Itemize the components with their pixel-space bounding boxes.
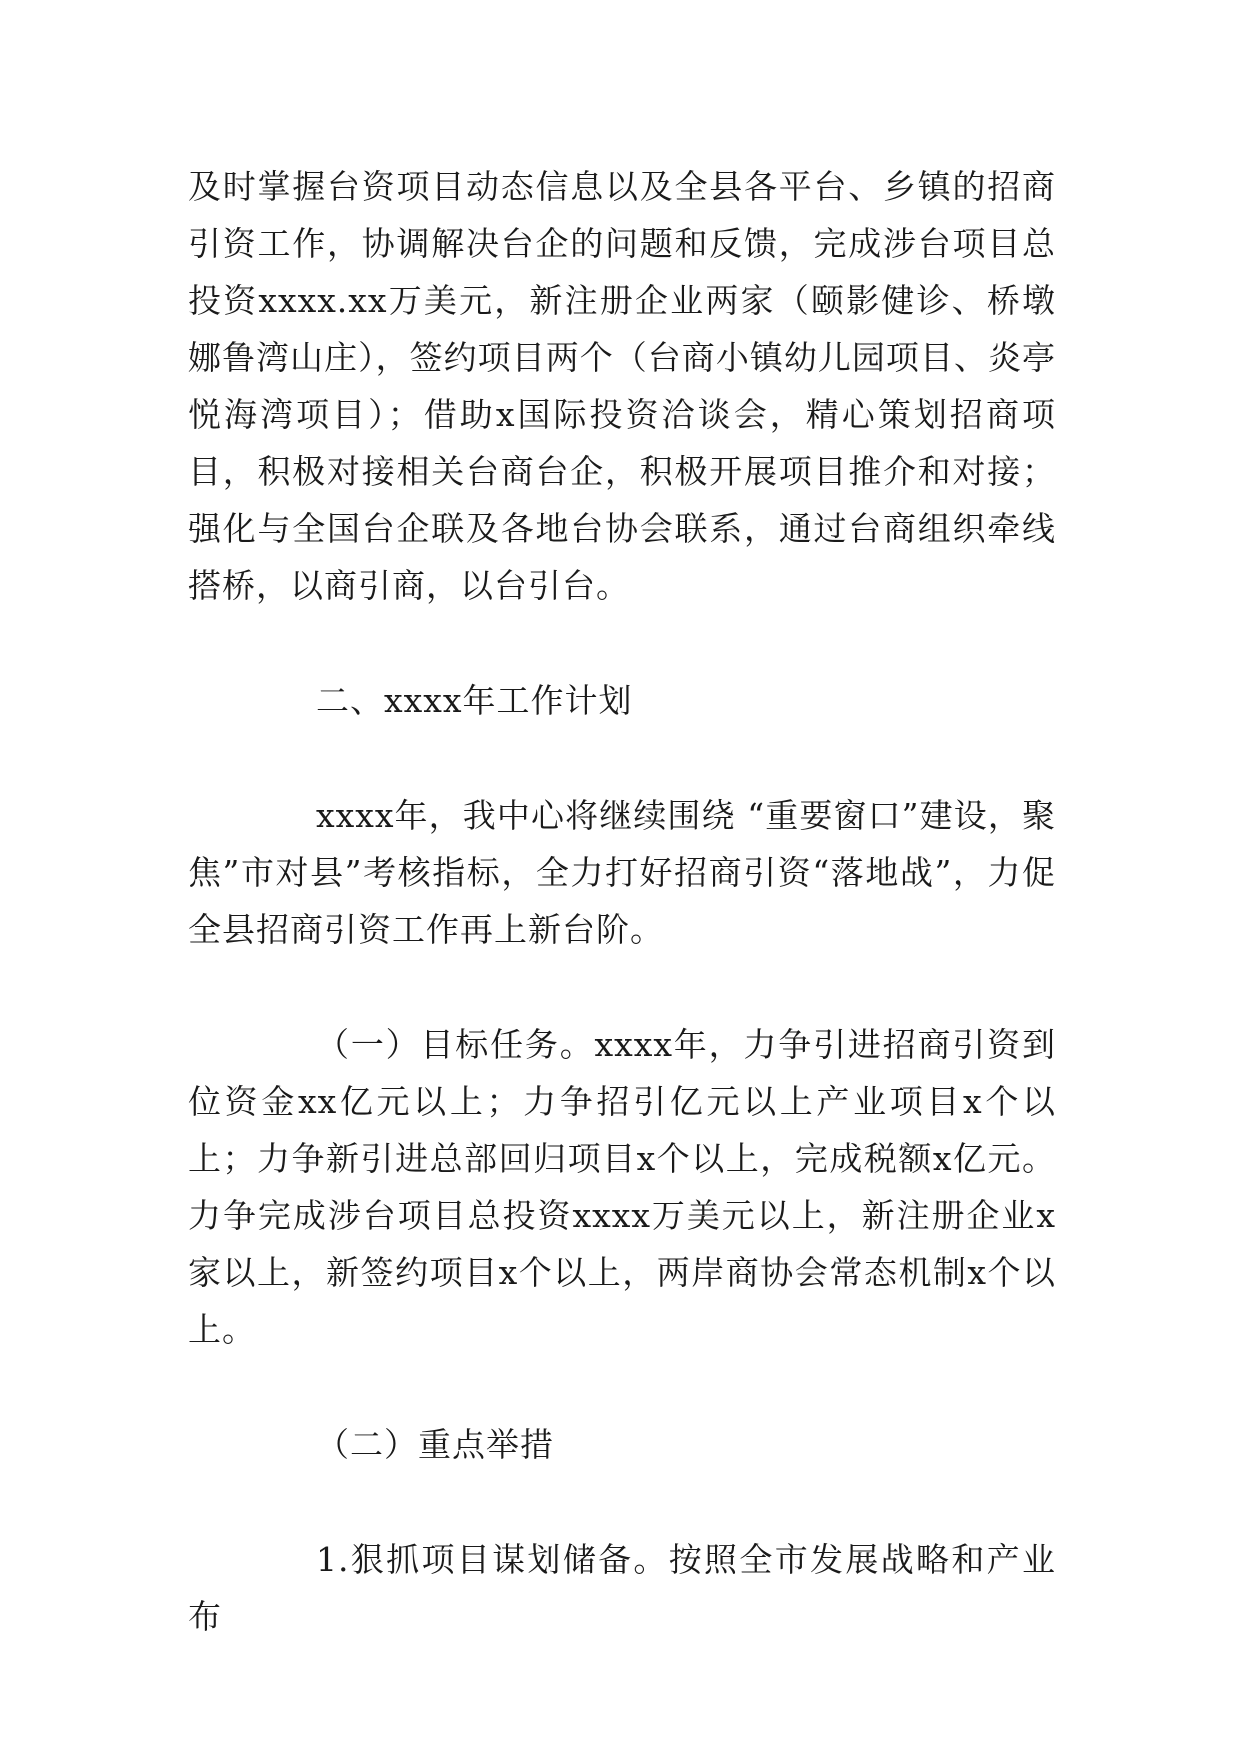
- intro-paragraph: xxxx年，我中心将继续围绕 “重要窗口”建设，聚焦”市对县”考核指标，全力打好招商引资“落地战”，力促全县招商引资工作再上新台阶。: [188, 796, 1056, 949]
- measure-1-paragraph: 1.狠抓项目谋划储备。按照全市发展战略和产业布: [188, 1540, 1056, 1636]
- key-measures-heading: （二）重点举措: [316, 1425, 554, 1464]
- continued-paragraph: 及时掌握台资项目动态信息以及全县各平台、乡镇的招商引资工作，协调解决台企的问题和反馈，完成涉台项目总投资xxxx.xx万美元，新注册企业两家（颐影健诊、桥墩娜鲁湾山庄），签约项目两个（台商小镇幼儿园项目、炎亭悦海湾项目）；借助x国际投资洽谈会，精心策划招商项目，积极对接相关台商台企，积极开展项目推介和对接；强化与全国台企联及各地台协会联系，通过台商组织牵线搭桥，以商引商，以台引台。: [188, 167, 1056, 605]
- section-heading-work-plan: 二、xxxx年工作计划: [316, 681, 633, 720]
- document-body: [188, 158, 1056, 1645]
- target-tasks-paragraph: （一）目标任务。xxxx年，力争引进招商引资到位资金xx亿元以上；力争招引亿元以上产业项目x个以上；力争新引进总部回归项目x个以上，完成税额x亿元。力争完成涉台项目总投资xxxx万美元以上，新注册企业x家以上，新签约项目x个以上，两岸商协会常态机制x个以上。: [188, 1025, 1056, 1349]
